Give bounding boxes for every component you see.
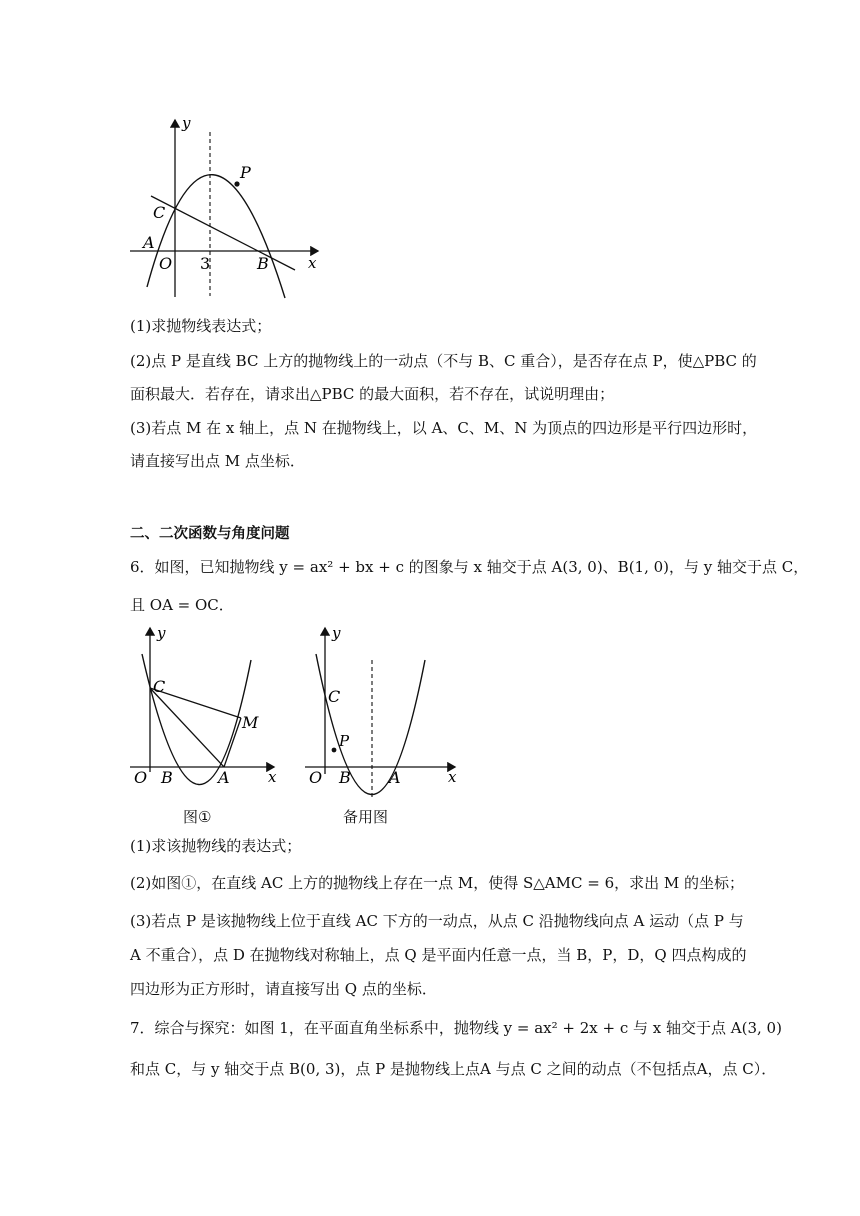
label-y: y xyxy=(157,624,166,642)
parabola xyxy=(147,175,285,298)
q5-part2-line2: 面积最大．若存在，请求出△PBC 的最大面积，若不存在，试说明理由； xyxy=(130,385,615,403)
q5-part3-line1: (3)若点 M 在 x 轴上，点 N 在抛物线上，以 A、C、M、N 为顶点的四边形是平行四边形时， xyxy=(130,419,758,437)
q7-line2: 和点 C，与 y 轴交于点 B(0, 3)，点 P 是抛物线上点A 与点 C 之间的动点（不包括点A，点 C）． xyxy=(130,1060,777,1078)
label-p: P xyxy=(339,732,350,750)
q6-figure-2 xyxy=(303,622,463,800)
q6-part3-line2: A 不重合），点 D 在抛物线对称轴上，点 Q 是平面内任意一点，当 B，P，D，Q 四点构成的 xyxy=(130,946,747,964)
q5-part3-line2: 请直接写出点 M 点坐标． xyxy=(130,452,305,470)
q6-intro-line1: 6．如图，已知抛物线 y = ax² + bx + c 的图象与 x 轴交于点 A(3, 0)、B(1, 0)，与 y 轴交于点 C， xyxy=(130,558,809,576)
q7-line1: 7．综合与探究：如图 1，在平面直角坐标系中，抛物线 y = ax² + 2x + c 与 x 轴交于点 A(3, 0) xyxy=(130,1019,782,1037)
q6-figure-1 xyxy=(128,622,283,800)
q6-part1: (1)求该抛物线的表达式； xyxy=(130,837,302,855)
label-o: O xyxy=(309,768,323,787)
q6-part3-line3: 四边形为正方形时，请直接写出 Q 点的坐标． xyxy=(130,980,437,998)
label-o: O xyxy=(134,768,148,787)
label-3: 3 xyxy=(200,254,211,273)
label-o: O xyxy=(159,254,173,273)
point-p xyxy=(332,748,337,753)
line-bc xyxy=(151,196,295,270)
label-a: A xyxy=(218,768,230,787)
q6-intro-line2: 且 OA = OC． xyxy=(130,596,234,614)
label-c: C xyxy=(153,203,166,222)
label-b: B xyxy=(257,254,269,273)
parabola xyxy=(316,654,425,795)
q6-figure-2-caption: 备用图 xyxy=(343,808,389,826)
label-x: x xyxy=(308,254,317,272)
label-x: x xyxy=(448,768,457,786)
label-c: C xyxy=(328,687,341,706)
q5-part2-line1: (2)点 P 是直线 BC 上方的抛物线上的一动点（不与 B、C 重合），是否存在点 P，使△PBC 的 xyxy=(130,352,757,370)
point-p xyxy=(234,181,239,186)
q6-figure-1-caption: 图① xyxy=(183,808,212,826)
label-c: C xyxy=(153,677,166,696)
label-a: A xyxy=(389,768,401,787)
section-heading: 二、二次函数与角度问题 xyxy=(130,526,290,542)
label-y: y xyxy=(182,114,191,132)
q5-part1: (1)求抛物线表达式； xyxy=(130,317,272,335)
label-b: B xyxy=(339,768,351,787)
label-x: x xyxy=(268,768,277,786)
label-m: M xyxy=(242,713,259,732)
label-a: A xyxy=(143,233,155,252)
q6-part2: (2)如图①，在直线 AC 上方的抛物线上存在一点 M，使得 S△AMC = 6，求出 M 的坐标； xyxy=(130,874,745,892)
line-ma xyxy=(224,718,241,767)
parabola xyxy=(142,654,251,785)
q6-part3-line1: (3)若点 P 是该抛物线上位于直线 AC 下方的一动点，从点 C 沿抛物线向点 A 运动（点 P 与 xyxy=(130,912,744,930)
label-b: B xyxy=(161,768,173,787)
label-p: P xyxy=(240,163,251,182)
label-y: y xyxy=(332,624,341,642)
q5-figure xyxy=(125,112,325,300)
